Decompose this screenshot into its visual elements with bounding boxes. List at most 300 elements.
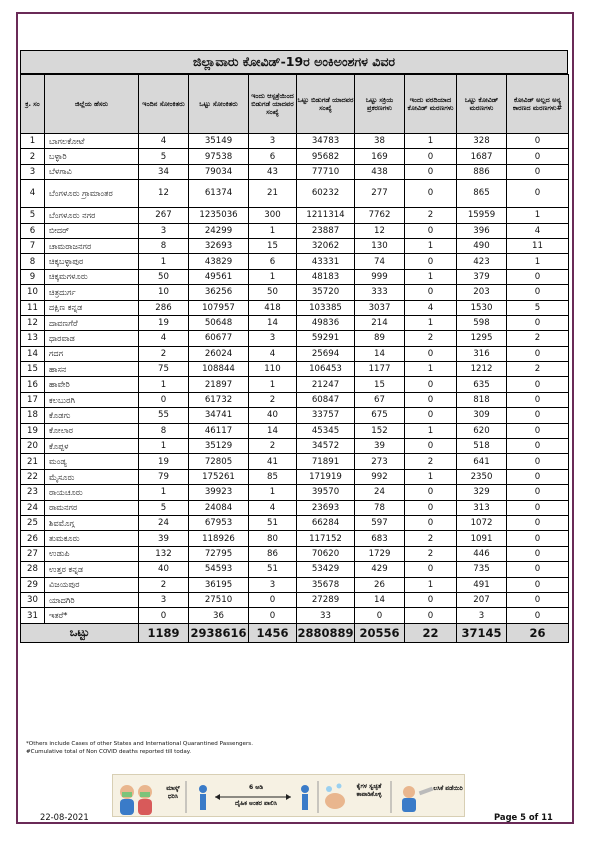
cell-serial: 24 bbox=[21, 500, 45, 515]
cell-today-discharged: 40 bbox=[249, 408, 297, 423]
cell-active-cases: 675 bbox=[355, 408, 405, 423]
cell-serial: 28 bbox=[21, 562, 45, 577]
cell-today-cases: 1 bbox=[139, 485, 189, 500]
table-row bbox=[21, 392, 569, 407]
cell-total-deaths: 865 bbox=[457, 180, 507, 208]
total-today-deaths: 22 bbox=[405, 623, 457, 642]
cell-non-covid-deaths: 5 bbox=[507, 300, 569, 315]
cell-total-cases: 175261 bbox=[189, 469, 249, 484]
cell-today-deaths: 0 bbox=[405, 164, 457, 179]
cell-active-cases: 7762 bbox=[355, 208, 405, 223]
cell-district: ಬಳ್ಳಾರಿ bbox=[45, 149, 139, 164]
cell-non-covid-deaths: 2 bbox=[507, 331, 569, 346]
cell-active-cases: 597 bbox=[355, 515, 405, 530]
cell-serial: 13 bbox=[21, 331, 45, 346]
cell-today-cases: 5 bbox=[139, 500, 189, 515]
cell-total-discharged: 60232 bbox=[297, 180, 355, 208]
cell-non-covid-deaths: 0 bbox=[507, 180, 569, 208]
cell-total-cases: 72805 bbox=[189, 454, 249, 469]
cell-non-covid-deaths: 0 bbox=[507, 577, 569, 592]
cell-today-discharged: 3 bbox=[249, 134, 297, 149]
cell-total-deaths: 316 bbox=[457, 346, 507, 361]
cell-today-cases: 5 bbox=[139, 149, 189, 164]
cell-district: ಬೆಂಗಳೂರು ಗ್ರಾಮಾಂತರ bbox=[45, 180, 139, 208]
cell-today-discharged: 0 bbox=[249, 592, 297, 607]
cell-today-discharged: 2 bbox=[249, 439, 297, 454]
cell-today-deaths: 2 bbox=[405, 546, 457, 561]
cell-total-deaths: 15959 bbox=[457, 208, 507, 223]
cell-serial: 8 bbox=[21, 254, 45, 269]
cell-total-cases: 60677 bbox=[189, 331, 249, 346]
cell-today-discharged: 3 bbox=[249, 577, 297, 592]
cell-serial: 29 bbox=[21, 577, 45, 592]
cell-today-cases: 12 bbox=[139, 180, 189, 208]
cell-total-discharged: 23887 bbox=[297, 223, 355, 238]
cell-total-deaths: 207 bbox=[457, 592, 507, 607]
cell-today-discharged: 300 bbox=[249, 208, 297, 223]
cell-district: ಇತರೆ* bbox=[45, 608, 139, 623]
table-row bbox=[21, 346, 569, 361]
cell-non-covid-deaths: 0 bbox=[507, 515, 569, 530]
cell-today-discharged: 41 bbox=[249, 454, 297, 469]
cell-today-deaths: 0 bbox=[405, 149, 457, 164]
cell-active-cases: 15 bbox=[355, 377, 405, 392]
cell-today-cases: 2 bbox=[139, 346, 189, 361]
cell-today-deaths: 1 bbox=[405, 362, 457, 377]
cell-today-discharged: 15 bbox=[249, 238, 297, 253]
cell-total-cases: 49561 bbox=[189, 269, 249, 284]
cell-today-discharged: 21 bbox=[249, 180, 297, 208]
cell-active-cases: 89 bbox=[355, 331, 405, 346]
cell-total-deaths: 735 bbox=[457, 562, 507, 577]
cell-active-cases: 429 bbox=[355, 562, 405, 577]
table-row bbox=[21, 149, 569, 164]
cell-total-deaths: 396 bbox=[457, 223, 507, 238]
cell-total-discharged: 66284 bbox=[297, 515, 355, 530]
cell-non-covid-deaths: 0 bbox=[507, 134, 569, 149]
cell-serial: 7 bbox=[21, 238, 45, 253]
total-today-discharged: 1456 bbox=[249, 623, 297, 642]
cell-today-deaths: 1 bbox=[405, 469, 457, 484]
cell-today-deaths: 0 bbox=[405, 254, 457, 269]
cell-today-deaths: 2 bbox=[405, 208, 457, 223]
distance-top-text: 6 ಅಡಿ bbox=[249, 784, 263, 791]
cell-today-deaths: 2 bbox=[405, 454, 457, 469]
table-row bbox=[21, 608, 569, 623]
table-row bbox=[21, 423, 569, 438]
cell-active-cases: 39 bbox=[355, 439, 405, 454]
cell-serial: 3 bbox=[21, 164, 45, 179]
cell-total-discharged: 49836 bbox=[297, 315, 355, 330]
header-today-deaths: ಇಂದು ವರದಿಯಾದ ಕೋವಿಡ್ ಮರಣಗಳು bbox=[405, 75, 457, 134]
cell-today-cases: 39 bbox=[139, 531, 189, 546]
cell-total-discharged: 39570 bbox=[297, 485, 355, 500]
cell-total-cases: 32693 bbox=[189, 238, 249, 253]
cell-serial: 30 bbox=[21, 592, 45, 607]
cell-today-cases: 79 bbox=[139, 469, 189, 484]
table-row bbox=[21, 531, 569, 546]
table-row bbox=[21, 485, 569, 500]
distance-bottom-text: ದೈಹಿಕ ಅಂತರ ಪಾಲಿಸಿ bbox=[234, 800, 278, 807]
cell-total-discharged: 32062 bbox=[297, 238, 355, 253]
cell-serial: 27 bbox=[21, 546, 45, 561]
cell-active-cases: 14 bbox=[355, 592, 405, 607]
cell-total-discharged: 171919 bbox=[297, 469, 355, 484]
cell-today-deaths: 0 bbox=[405, 608, 457, 623]
cell-today-deaths: 1 bbox=[405, 238, 457, 253]
cell-today-cases: 132 bbox=[139, 546, 189, 561]
cell-district: ಕೊಪ್ಪಳ bbox=[45, 439, 139, 454]
cell-total-discharged: 71891 bbox=[297, 454, 355, 469]
cell-today-deaths: 0 bbox=[405, 408, 457, 423]
cell-today-deaths: 0 bbox=[405, 392, 457, 407]
cell-today-deaths: 0 bbox=[405, 515, 457, 530]
cell-today-discharged: 4 bbox=[249, 346, 297, 361]
cell-active-cases: 26 bbox=[355, 577, 405, 592]
cell-today-discharged: 14 bbox=[249, 315, 297, 330]
cell-active-cases: 1177 bbox=[355, 362, 405, 377]
cell-today-discharged: 2 bbox=[249, 392, 297, 407]
cell-total-cases: 61732 bbox=[189, 392, 249, 407]
cell-today-deaths: 0 bbox=[405, 223, 457, 238]
report-container bbox=[20, 50, 568, 738]
table-row bbox=[21, 180, 569, 208]
cell-today-deaths: 0 bbox=[405, 439, 457, 454]
cell-total-deaths: 1072 bbox=[457, 515, 507, 530]
table-row bbox=[21, 515, 569, 530]
cell-today-cases: 19 bbox=[139, 315, 189, 330]
total-total-discharged: 2880889 bbox=[297, 623, 355, 642]
cell-non-covid-deaths: 0 bbox=[507, 269, 569, 284]
cell-total-cases: 43829 bbox=[189, 254, 249, 269]
cell-total-cases: 36195 bbox=[189, 577, 249, 592]
cell-active-cases: 683 bbox=[355, 531, 405, 546]
cell-district: ಧಾರವಾಡ bbox=[45, 331, 139, 346]
cell-serial: 18 bbox=[21, 408, 45, 423]
cell-serial: 31 bbox=[21, 608, 45, 623]
cell-total-discharged: 33757 bbox=[297, 408, 355, 423]
cell-today-deaths: 0 bbox=[405, 562, 457, 577]
cell-today-deaths: 2 bbox=[405, 331, 457, 346]
cell-total-discharged: 35720 bbox=[297, 285, 355, 300]
cell-total-cases: 35129 bbox=[189, 439, 249, 454]
cell-today-discharged: 4 bbox=[249, 500, 297, 515]
cell-total-deaths: 490 bbox=[457, 238, 507, 253]
cell-total-deaths: 423 bbox=[457, 254, 507, 269]
cell-total-deaths: 620 bbox=[457, 423, 507, 438]
cell-total-cases: 118926 bbox=[189, 531, 249, 546]
cell-total-deaths: 3 bbox=[457, 608, 507, 623]
cell-total-cases: 39923 bbox=[189, 485, 249, 500]
cell-serial: 1 bbox=[21, 134, 45, 149]
cell-today-discharged: 85 bbox=[249, 469, 297, 484]
distance-person-right-icon bbox=[301, 785, 309, 810]
cell-non-covid-deaths: 11 bbox=[507, 238, 569, 253]
cell-today-deaths: 4 bbox=[405, 300, 457, 315]
table-row bbox=[21, 500, 569, 515]
cell-today-deaths: 0 bbox=[405, 180, 457, 208]
cell-non-covid-deaths: 1 bbox=[507, 254, 569, 269]
table-header-row bbox=[21, 75, 569, 134]
cell-today-deaths: 2 bbox=[405, 531, 457, 546]
header-total-discharged: ಒಟ್ಟು ಬಿಡುಗಡೆ ಯಾದವರ ಸಂಖ್ಯೆ bbox=[297, 75, 355, 134]
cell-today-deaths: 0 bbox=[405, 592, 457, 607]
cell-today-cases: 0 bbox=[139, 608, 189, 623]
cell-active-cases: 3037 bbox=[355, 300, 405, 315]
cell-total-discharged: 34783 bbox=[297, 134, 355, 149]
cell-today-discharged: 1 bbox=[249, 269, 297, 284]
cell-today-cases: 4 bbox=[139, 331, 189, 346]
cell-today-discharged: 418 bbox=[249, 300, 297, 315]
cell-today-cases: 8 bbox=[139, 238, 189, 253]
cell-total-discharged: 70620 bbox=[297, 546, 355, 561]
cell-today-discharged: 51 bbox=[249, 562, 297, 577]
cell-total-discharged: 77710 bbox=[297, 164, 355, 179]
cell-total-deaths: 379 bbox=[457, 269, 507, 284]
cell-active-cases: 214 bbox=[355, 315, 405, 330]
cell-district: ದಕ್ಷಿಣ ಕನ್ನಡ bbox=[45, 300, 139, 315]
cell-district: ಶಿವಮೊಗ್ಗ bbox=[45, 515, 139, 530]
cell-today-cases: 19 bbox=[139, 454, 189, 469]
cell-non-covid-deaths: 0 bbox=[507, 485, 569, 500]
header-non-covid-deaths: ಕೋವಿಡ್ ಅಲ್ಲದ ಅನ್ಯ ಕಾರಣದ ಮರಣಗಳು# bbox=[507, 75, 569, 134]
cell-today-deaths: 1 bbox=[405, 269, 457, 284]
cell-serial: 5 bbox=[21, 208, 45, 223]
cell-non-covid-deaths: 0 bbox=[507, 562, 569, 577]
total-today-cases: 1189 bbox=[139, 623, 189, 642]
cell-total-deaths: 1212 bbox=[457, 362, 507, 377]
cell-non-covid-deaths: 0 bbox=[507, 423, 569, 438]
cell-total-cases: 67953 bbox=[189, 515, 249, 530]
cell-total-deaths: 518 bbox=[457, 439, 507, 454]
cell-today-discharged: 80 bbox=[249, 531, 297, 546]
cell-today-cases: 286 bbox=[139, 300, 189, 315]
cell-today-cases: 1 bbox=[139, 439, 189, 454]
cell-district: ಚಿತ್ರದುರ್ಗ bbox=[45, 285, 139, 300]
cell-total-deaths: 329 bbox=[457, 485, 507, 500]
cell-total-cases: 26024 bbox=[189, 346, 249, 361]
cell-today-cases: 34 bbox=[139, 164, 189, 179]
handwash-icon bbox=[325, 784, 345, 810]
cell-total-cases: 36 bbox=[189, 608, 249, 623]
header-serial: ಕ್ರ. ಸಂ bbox=[21, 75, 45, 134]
cell-today-discharged: 51 bbox=[249, 515, 297, 530]
report-date: 22-08-2021 bbox=[40, 812, 89, 822]
cell-non-covid-deaths: 0 bbox=[507, 392, 569, 407]
cell-district: ಕೋಲಾರ bbox=[45, 423, 139, 438]
cell-district: ಕಲಬುರಗಿ bbox=[45, 392, 139, 407]
cell-total-cases: 35149 bbox=[189, 134, 249, 149]
cell-active-cases: 130 bbox=[355, 238, 405, 253]
cell-today-discharged: 50 bbox=[249, 285, 297, 300]
cell-total-cases: 34741 bbox=[189, 408, 249, 423]
cell-total-cases: 36256 bbox=[189, 285, 249, 300]
header-district: ಜಿಲ್ಲೆಯ ಹೆಸರು bbox=[45, 75, 139, 134]
cell-serial: 4 bbox=[21, 180, 45, 208]
table-row bbox=[21, 208, 569, 223]
footnote-non-covid: #Cumulative total of Non COVID deaths reported till today. bbox=[26, 749, 192, 755]
vaccine-text: ಲಸಿಕೆ ಪಡೆಯಿರಿ bbox=[433, 785, 463, 792]
cell-non-covid-deaths: 0 bbox=[507, 346, 569, 361]
cell-total-deaths: 641 bbox=[457, 454, 507, 469]
cell-total-cases: 54593 bbox=[189, 562, 249, 577]
cell-total-deaths: 598 bbox=[457, 315, 507, 330]
table-row bbox=[21, 469, 569, 484]
table-row bbox=[21, 285, 569, 300]
covid-appropriate-behaviour-banner bbox=[112, 774, 465, 817]
cell-today-deaths: 1 bbox=[405, 134, 457, 149]
header-today-discharged: ಇಂದು ಆಸ್ಪತ್ರೆಯಿಂದ ಬಿಡುಗಡೆ ಯಾದವರ ಸಂಖ್ಯೆ bbox=[249, 75, 297, 134]
cell-today-cases: 1 bbox=[139, 377, 189, 392]
cell-serial: 17 bbox=[21, 392, 45, 407]
table-row bbox=[21, 362, 569, 377]
cell-district: ಮೈಸೂರು bbox=[45, 469, 139, 484]
cell-serial: 2 bbox=[21, 149, 45, 164]
cell-district: ರಾಮನಗರ bbox=[45, 500, 139, 515]
cell-today-deaths: 0 bbox=[405, 346, 457, 361]
cell-total-discharged: 35678 bbox=[297, 577, 355, 592]
cell-total-deaths: 1687 bbox=[457, 149, 507, 164]
cell-total-discharged: 60847 bbox=[297, 392, 355, 407]
cell-district: ಬೀದರ್ bbox=[45, 223, 139, 238]
cell-serial: 19 bbox=[21, 423, 45, 438]
cell-district: ಯಾದಗಿರಿ bbox=[45, 592, 139, 607]
cell-non-covid-deaths: 0 bbox=[507, 531, 569, 546]
cell-total-deaths: 1295 bbox=[457, 331, 507, 346]
cell-total-discharged: 33 bbox=[297, 608, 355, 623]
cell-today-deaths: 0 bbox=[405, 377, 457, 392]
cell-serial: 14 bbox=[21, 346, 45, 361]
table-row bbox=[21, 577, 569, 592]
cell-non-covid-deaths: 0 bbox=[507, 315, 569, 330]
cell-total-discharged: 1211314 bbox=[297, 208, 355, 223]
table-row bbox=[21, 454, 569, 469]
cell-total-deaths: 886 bbox=[457, 164, 507, 179]
cell-serial: 26 bbox=[21, 531, 45, 546]
cell-district: ಬೆಳಗಾವಿ bbox=[45, 164, 139, 179]
cell-district: ಚಿಕ್ಕಮಗಳೂರು bbox=[45, 269, 139, 284]
cell-serial: 12 bbox=[21, 315, 45, 330]
report-title: ಜಿಲ್ಲಾವಾರು ಕೋವಿಡ್-19ರ ಅಂಕಿಅಂಶಗಳ ವಿವರ bbox=[20, 50, 568, 74]
table-row bbox=[21, 134, 569, 149]
cell-non-covid-deaths: 0 bbox=[507, 377, 569, 392]
footnote-others: *Others include Cases of other States and International Quarantined Passengers. bbox=[26, 741, 253, 747]
cell-district: ಉಡುಪಿ bbox=[45, 546, 139, 561]
cell-today-discharged: 1 bbox=[249, 377, 297, 392]
cell-serial: 10 bbox=[21, 285, 45, 300]
cell-today-cases: 1 bbox=[139, 254, 189, 269]
cell-serial: 22 bbox=[21, 469, 45, 484]
table-row bbox=[21, 439, 569, 454]
cell-today-discharged: 1 bbox=[249, 485, 297, 500]
cell-today-cases: 40 bbox=[139, 562, 189, 577]
cell-district: ಹಾವೇರಿ bbox=[45, 377, 139, 392]
cell-total-discharged: 59291 bbox=[297, 331, 355, 346]
cell-total-cases: 24299 bbox=[189, 223, 249, 238]
cell-today-discharged: 43 bbox=[249, 164, 297, 179]
cell-today-cases: 10 bbox=[139, 285, 189, 300]
cell-active-cases: 38 bbox=[355, 134, 405, 149]
table-row bbox=[21, 223, 569, 238]
cell-today-discharged: 6 bbox=[249, 149, 297, 164]
mask-people-icon bbox=[120, 785, 152, 815]
cell-total-discharged: 25694 bbox=[297, 346, 355, 361]
vaccine-icon bbox=[402, 786, 433, 812]
cell-active-cases: 999 bbox=[355, 269, 405, 284]
table-row bbox=[21, 269, 569, 284]
cell-serial: 21 bbox=[21, 454, 45, 469]
cell-total-cases: 107957 bbox=[189, 300, 249, 315]
cell-today-cases: 75 bbox=[139, 362, 189, 377]
cell-non-covid-deaths: 0 bbox=[507, 164, 569, 179]
cell-total-deaths: 309 bbox=[457, 408, 507, 423]
cell-active-cases: 333 bbox=[355, 285, 405, 300]
table-row bbox=[21, 592, 569, 607]
cell-today-discharged: 14 bbox=[249, 423, 297, 438]
cell-total-discharged: 53429 bbox=[297, 562, 355, 577]
table-row bbox=[21, 408, 569, 423]
cell-total-cases: 50648 bbox=[189, 315, 249, 330]
cell-district: ಚಿಕ್ಕಬಳ್ಳಾಪುರ bbox=[45, 254, 139, 269]
cell-total-deaths: 491 bbox=[457, 577, 507, 592]
cell-serial: 11 bbox=[21, 300, 45, 315]
total-active-cases: 20556 bbox=[355, 623, 405, 642]
cell-district: ವಿಜಯಪುರ bbox=[45, 577, 139, 592]
cell-district: ಗದಗ bbox=[45, 346, 139, 361]
cell-today-cases: 0 bbox=[139, 392, 189, 407]
cell-total-discharged: 34572 bbox=[297, 439, 355, 454]
cell-active-cases: 0 bbox=[355, 608, 405, 623]
cell-district: ಮಂಡ್ಯ bbox=[45, 454, 139, 469]
cell-non-covid-deaths: 0 bbox=[507, 454, 569, 469]
cell-today-deaths: 0 bbox=[405, 500, 457, 515]
mask-text: ಮಾಸ್ಕ್ ಧರಿಸಿ bbox=[166, 785, 180, 800]
cell-today-discharged: 6 bbox=[249, 254, 297, 269]
cell-district: ಉತ್ತರ ಕನ್ನಡ bbox=[45, 562, 139, 577]
cell-today-cases: 3 bbox=[139, 592, 189, 607]
cell-non-covid-deaths: 0 bbox=[507, 592, 569, 607]
cell-today-deaths: 0 bbox=[405, 485, 457, 500]
table-row bbox=[21, 331, 569, 346]
cell-today-cases: 267 bbox=[139, 208, 189, 223]
cell-total-cases: 79034 bbox=[189, 164, 249, 179]
total-total-cases: 2938616 bbox=[189, 623, 249, 642]
cell-active-cases: 12 bbox=[355, 223, 405, 238]
cell-today-discharged: 3 bbox=[249, 331, 297, 346]
cell-serial: 25 bbox=[21, 515, 45, 530]
district-stats-table bbox=[20, 74, 569, 643]
cell-active-cases: 14 bbox=[355, 346, 405, 361]
cell-total-cases: 108844 bbox=[189, 362, 249, 377]
cell-district: ಕೊಡಗು bbox=[45, 408, 139, 423]
cell-non-covid-deaths: 0 bbox=[507, 608, 569, 623]
cell-total-discharged: 45345 bbox=[297, 423, 355, 438]
cell-total-deaths: 446 bbox=[457, 546, 507, 561]
distance-person-left-icon bbox=[199, 785, 207, 810]
cell-active-cases: 992 bbox=[355, 469, 405, 484]
total-row bbox=[21, 623, 569, 642]
cell-district: ತುಮಕೂರು bbox=[45, 531, 139, 546]
cell-district: ರಾಯಚೂರು bbox=[45, 485, 139, 500]
cell-total-discharged: 95682 bbox=[297, 149, 355, 164]
cell-today-cases: 55 bbox=[139, 408, 189, 423]
total-total-deaths: 37145 bbox=[457, 623, 507, 642]
cell-total-deaths: 1530 bbox=[457, 300, 507, 315]
page-number: Page 5 of 11 bbox=[494, 812, 553, 822]
cell-total-discharged: 23693 bbox=[297, 500, 355, 515]
cell-non-covid-deaths: 4 bbox=[507, 223, 569, 238]
cell-total-deaths: 203 bbox=[457, 285, 507, 300]
